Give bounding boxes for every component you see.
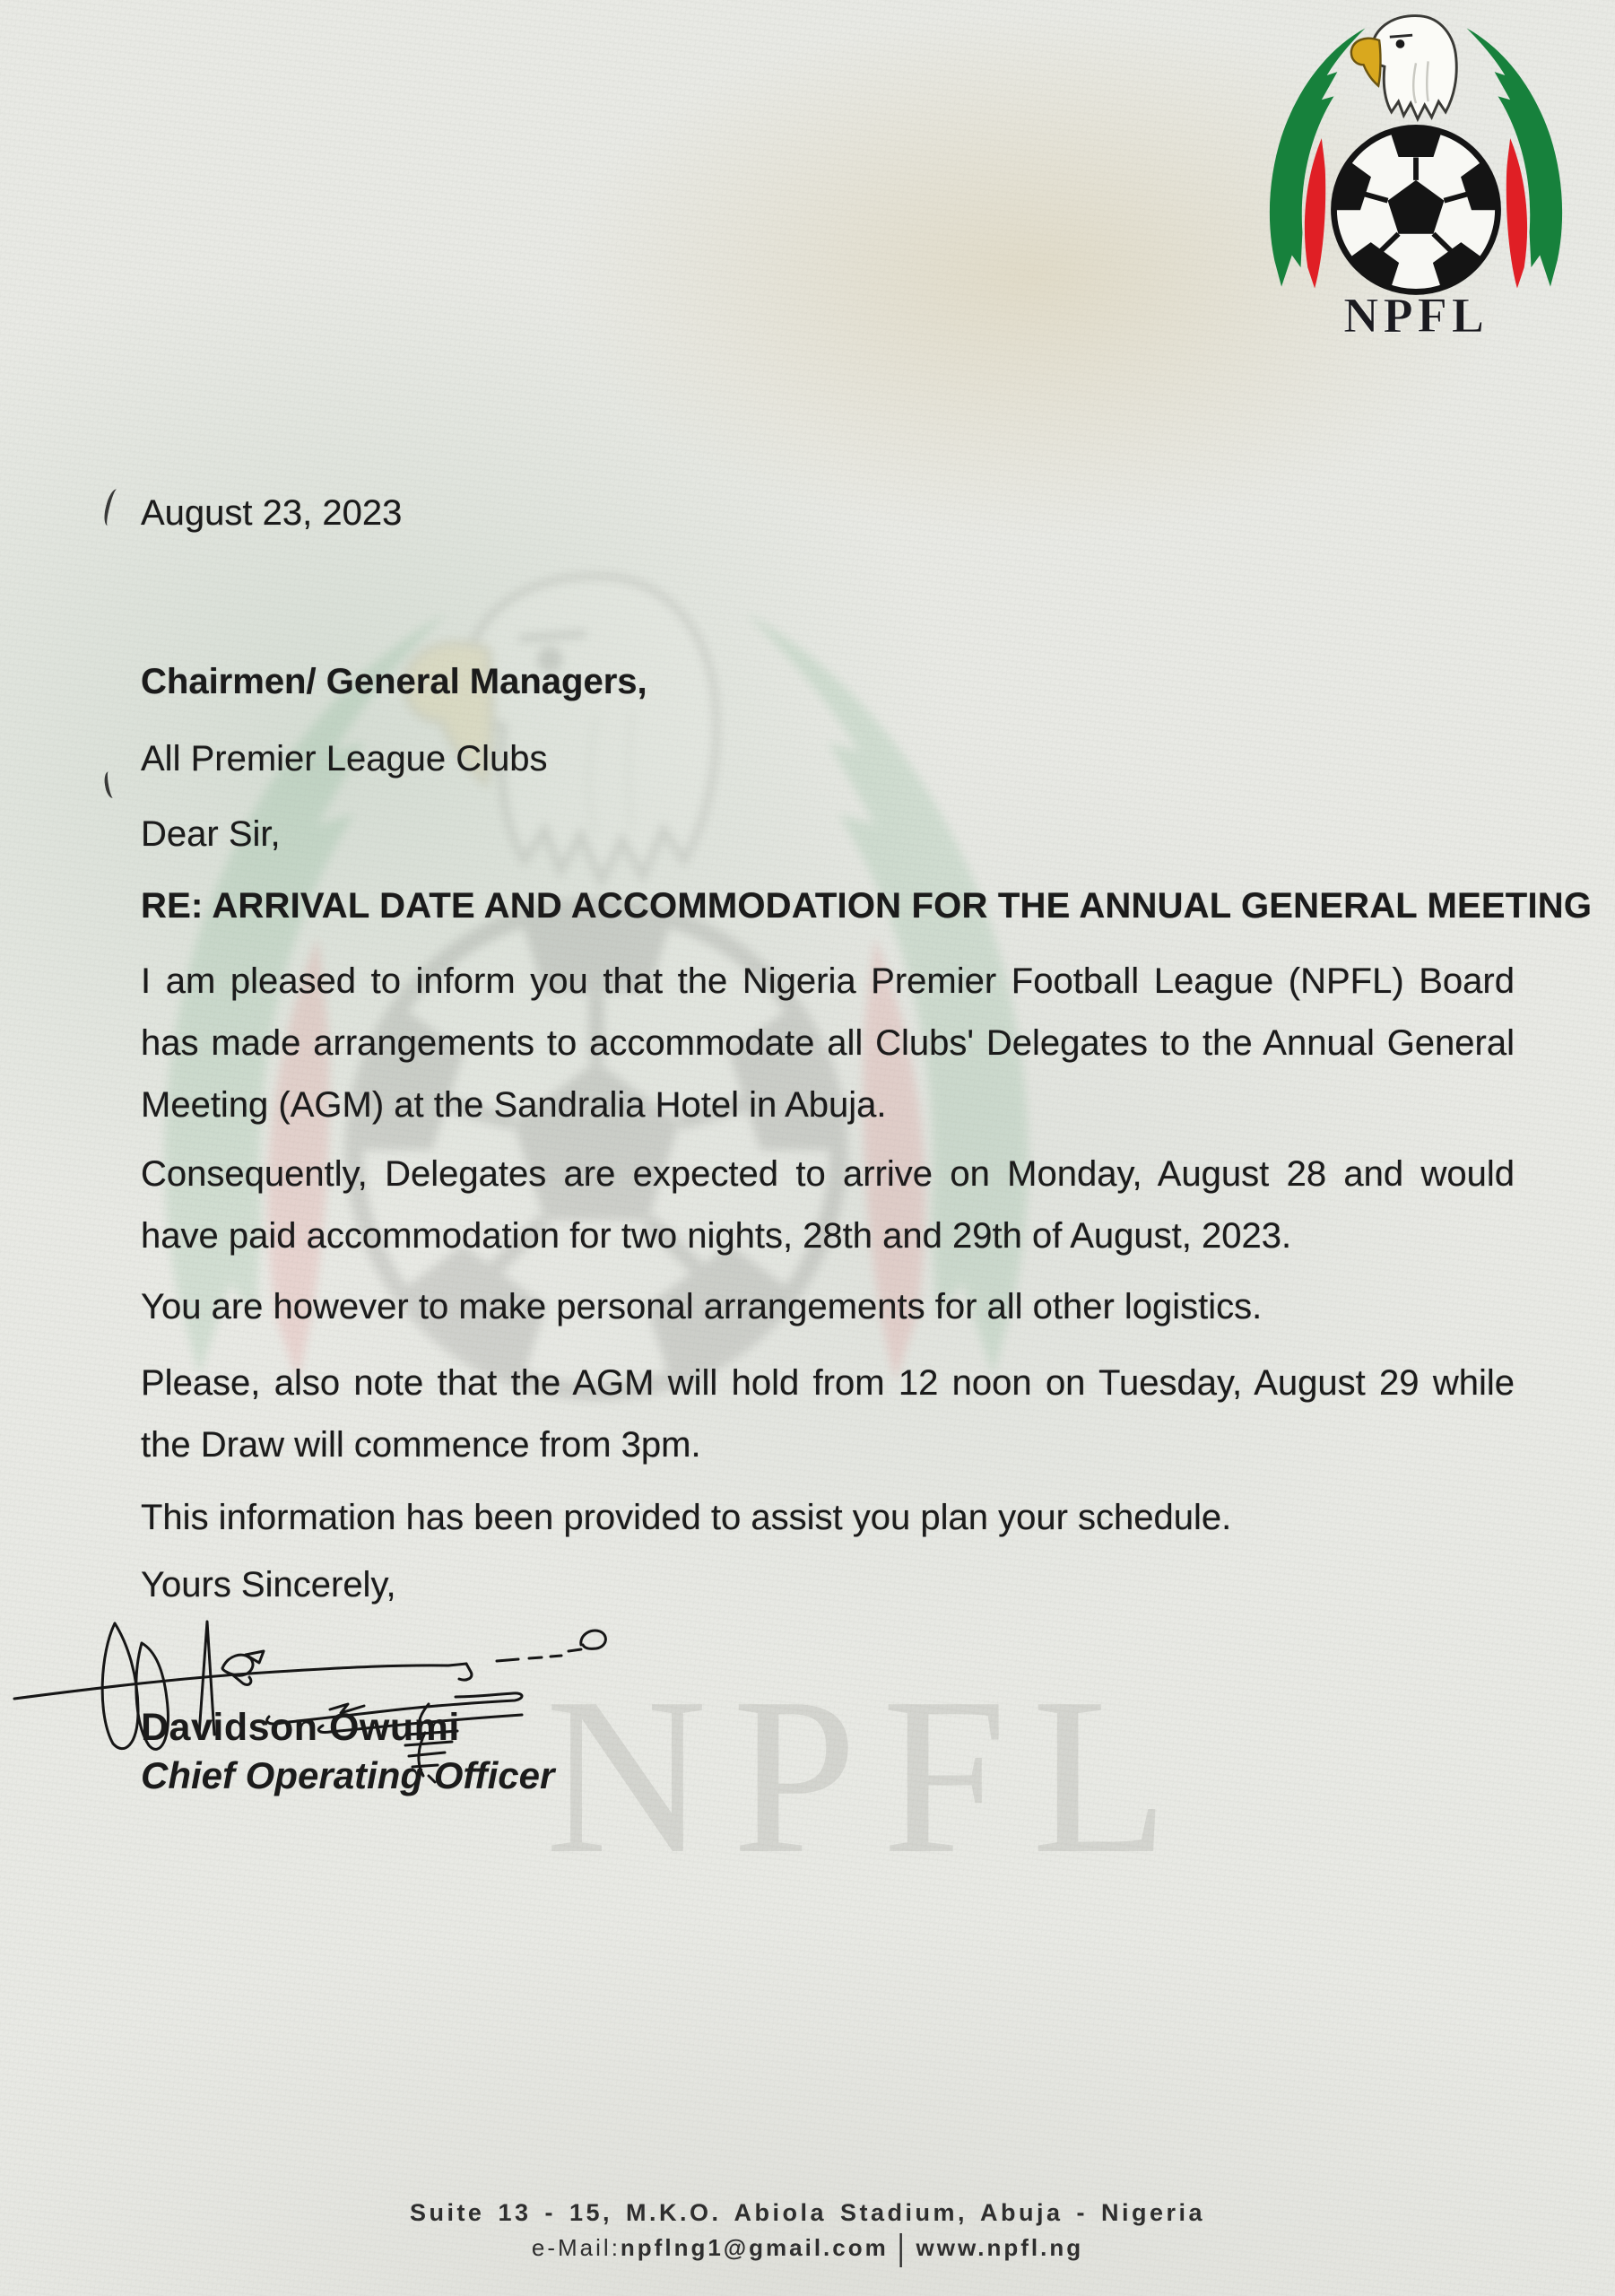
footer-address: Suite 13 - 15, M.K.O. Abiola Stadium, Abuja - Nigeria [409,2199,1206,2226]
closing-line: Yours Sincerely, [141,1565,396,1605]
footer-email-label: e-Mail: [531,2234,621,2261]
subject-line: RE: ARRIVAL DATE AND ACCOMMODATION FOR THE ANNUAL GENERAL MEETING [141,886,1593,926]
footer-website: www.npfl.ng [916,2234,1084,2261]
body-paragraph: Consequently, Delegates are expected to arrive on Monday, August 28 and would have paid accommodation for two nights, 28th and 29th of August, 2023. [141,1154,1515,1256]
footer-contact [0,2228,1615,2268]
footer-email: npflng1@gmail.com [620,2234,889,2261]
footer-divider: | [897,2228,907,2268]
date-line: August 23, 2023 [141,493,403,533]
body-paragraph: This information has been provided to assist you plan your schedule. [141,1498,1232,1537]
recipient-role: Chairmen/ General Managers, [141,662,647,701]
scan-artifact [101,488,123,527]
letter-body [141,491,1593,1606]
watermark-npfl-text: NPFL [545,1652,1194,1900]
body-paragraph: Please, also note that the AGM will hold from 12 noon on Tuesday, August 29 while the Draw will commence from 3pm. [141,1363,1515,1465]
body-paragraph: I am pleased to inform you that the Nigeria Premier Football League (NPFL) Board has made arrangements to accommodate all Clubs' Delegates to the Annual General Meeting (AGM) at the Sandralia Hotel in Abuja. [141,961,1515,1125]
npfl-logo [1241,9,1591,339]
logo-wordmark: NPFL [1343,288,1489,339]
signatory-name: Davidson Owumi [141,1706,460,1749]
signatory-title: Chief Operating Officer [141,1754,555,1796]
letter-footer [0,2199,1615,2268]
recipient-org: All Premier League Clubs [141,739,548,778]
salutation: Dear Sir, [141,814,281,854]
body-paragraph: You are however to make personal arrangements for all other logistics. [141,1287,1263,1326]
